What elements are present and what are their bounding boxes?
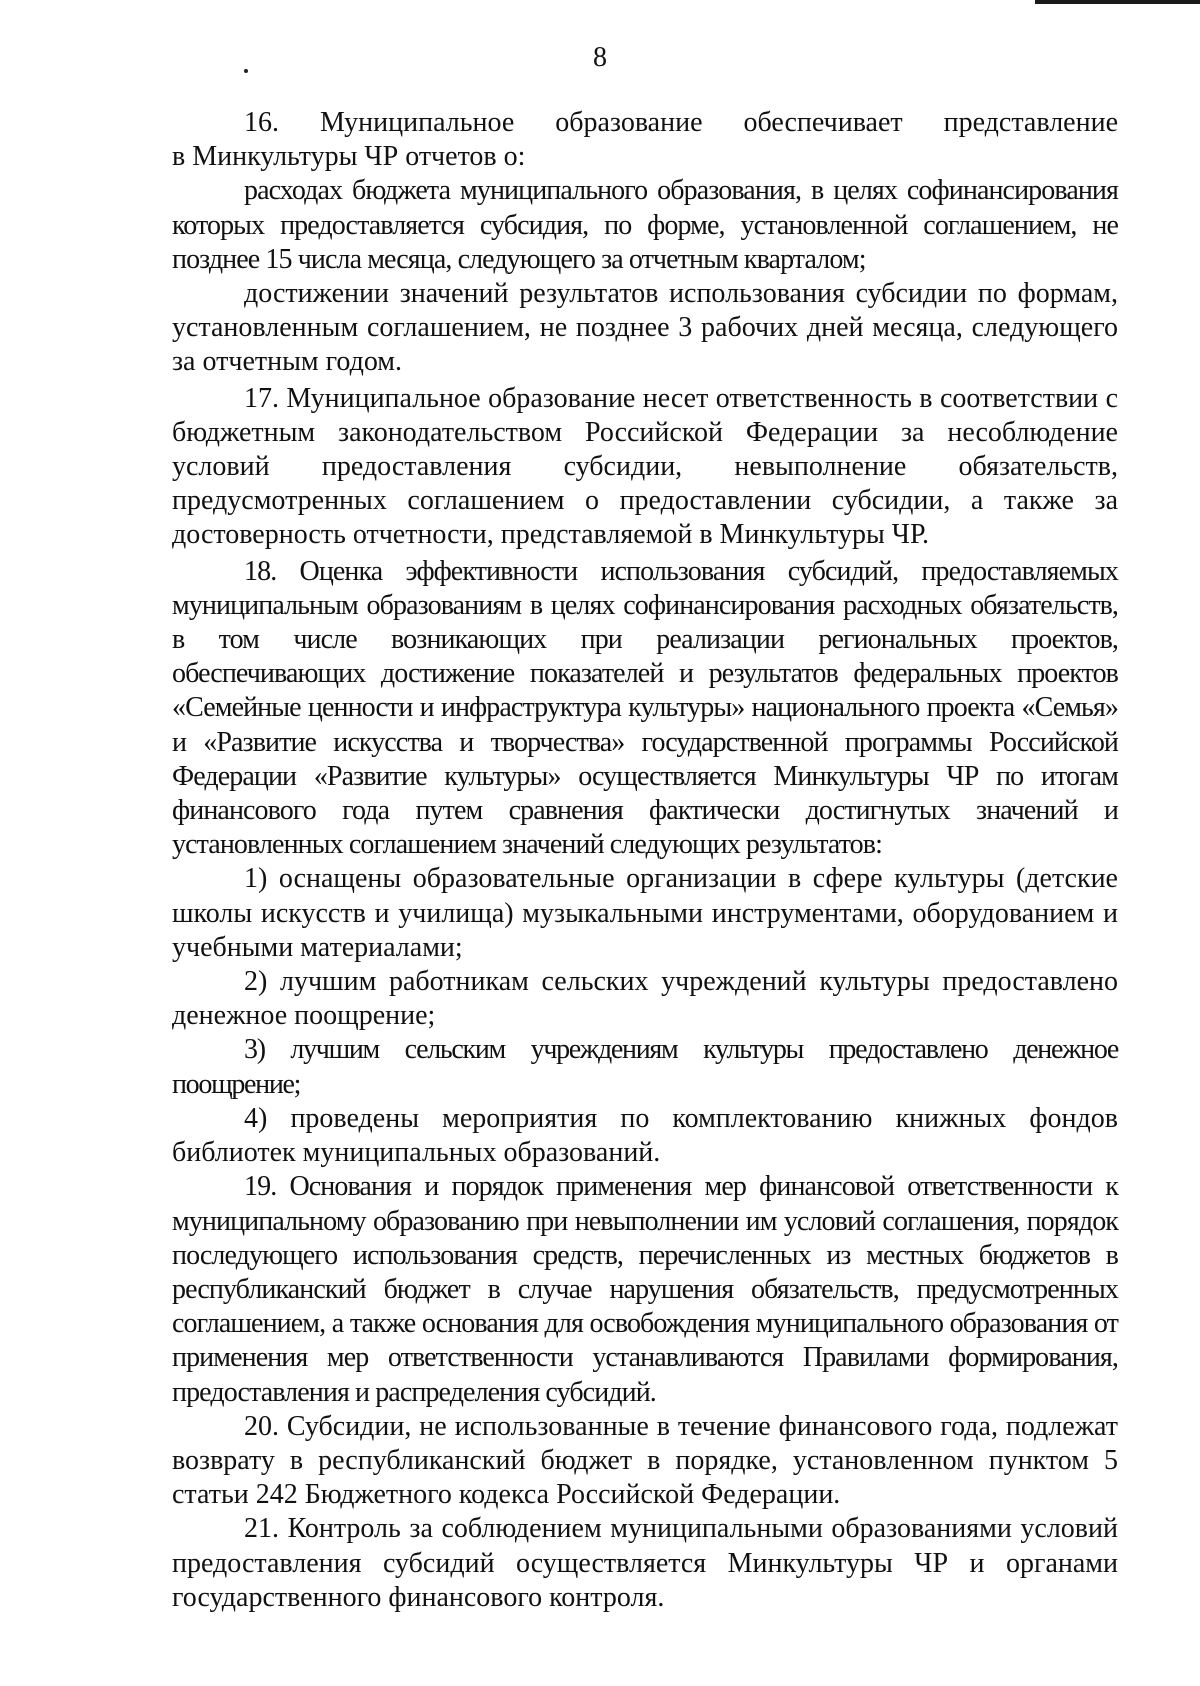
paragraph-19: 19. Основания и порядок применения мер финансовой ответственности к муниципальному образованию при невыполнении им условий соглашения, порядок последующего использования средств, перечисленных из местных бюджетов в республиканский бюджет в случае нарушения обязательств, предусмотренных соглашением, а также основания для освобождения муниципального образования от применения мер ответственности устанавливаются Правилами формирования, предоставления и распределения субсидий.	[172, 1171, 1118, 1408]
paragraph-18-result-2: 2) лучшим работникам сельских учреждений культуры предоставлено денежное поощрение;	[172, 966, 1118, 1032]
document-body	[172, 106, 1118, 1615]
paragraph-18-result-1: 1) оснащены образовательные организации в сфере культуры (детские школы искусств и училища) музыкальными инструментами, оборудованием и учебными материалами;	[172, 863, 1118, 963]
paragraph-20: 20. Субсидии, не использованные в течение финансового года, подлежат возврату в республиканский бюджет в порядке, установленном пунктом 5 статьи 242 Бюджетного кодекса Российской Федерации.	[172, 1410, 1118, 1511]
paragraph-16-second-line: в Минкультуры ЧР отчетов о:	[172, 141, 526, 173]
paragraph-16-first-line: 16. Муниципальное образование обеспечивает представление	[244, 107, 1118, 138]
paragraph-16-item-expenses: расходах бюджета муниципального образования, в целях софинансирования которых предоставляется субсидия, по форме, установленной соглашением, не позднее 15 числа месяца, следующего за отчетным кварталом;	[172, 175, 1118, 275]
paragraph-16	[172, 106, 1118, 174]
paragraph-21: 21. Контроль за соблюдением муниципальными образованиями условий предоставления субсидий осуществляется Минкультуры ЧР и органами государственного финансового контроля.	[172, 1513, 1118, 1613]
paragraph-18-result-3: 3) лучшим сельским учреждениям культуры предоставлено денежное поощрение;	[172, 1034, 1118, 1100]
scan-edge-line	[1035, 0, 1200, 4]
paragraph-16-item-results: достижении значений результатов использования субсидии по формам, установленным соглашением, не позднее 3 рабочих дней месяца, следующего за отчетным годом.	[172, 278, 1118, 378]
paragraph-18: 18. Оценка эффективности использования субсидий, предоставляемых муниципальным образованиям в целях софинансирования расходных обязательств, в том числе возникающих при реализации региональных проектов, обеспечивающих достижение показателей и результатов федеральных проектов «Семейные ценности и инфраструктура культуры» национального проекта «Семья» и «Развитие искусства и творчества» государственной программы Российской Федерации «Развитие культуры» осуществляется Минкультуры ЧР по итогам финансового года путем сравнения фактически достигнутых значений и установленных соглашением значений следующих результатов:	[172, 555, 1118, 861]
paragraph-18-result-4: 4) проведены мероприятия по комплектованию книжных фондов библиотек муниципальных образований.	[172, 1102, 1118, 1169]
page-number: 8	[593, 42, 607, 73]
paragraph-17: 17. Муниципальное образование несет ответственность в соответствии с бюджетным законодательством Российской Федерации за несоблюдение условий предоставления субсидии, невыполнение обязательств, предусмотренных соглашением о предоставлении субсидии, а также за достоверность отчетности, представляемой в Минкультуры ЧР.	[172, 382, 1118, 551]
